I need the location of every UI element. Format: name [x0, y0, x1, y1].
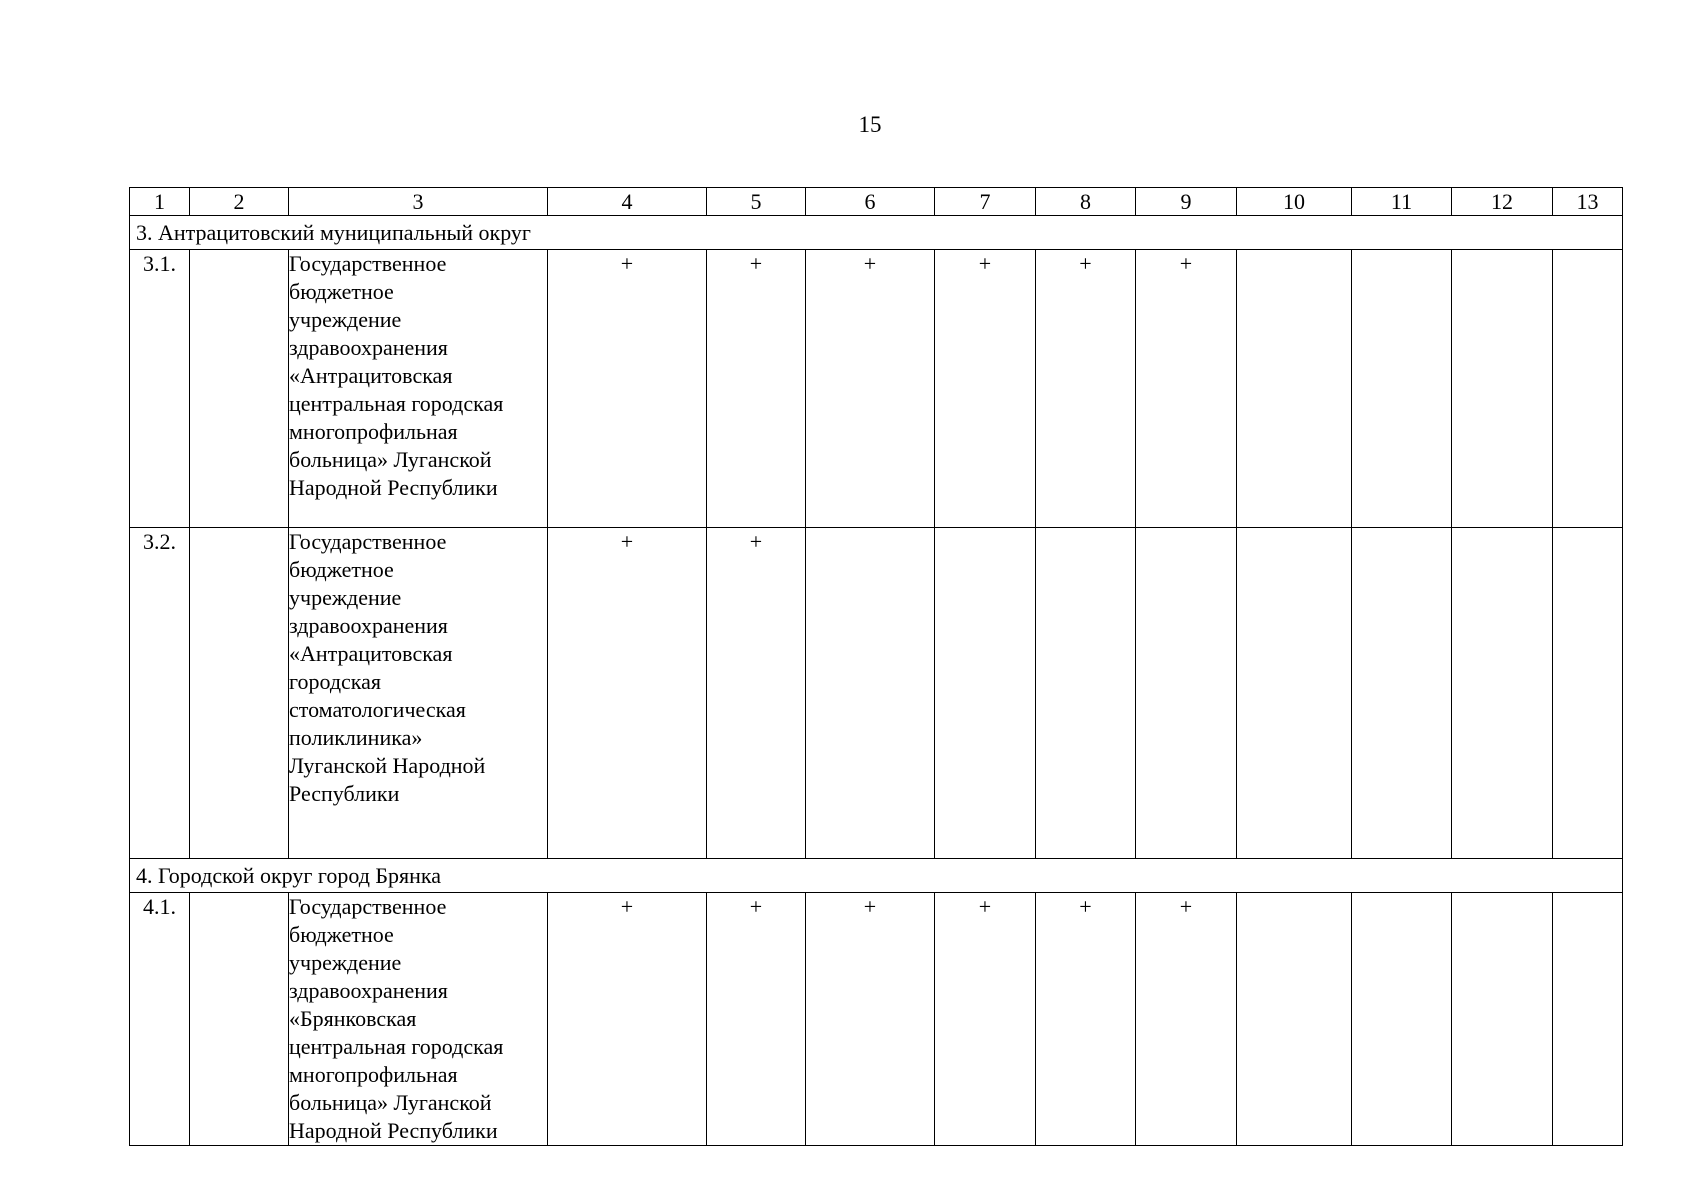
header-cell-7: 7: [935, 188, 1036, 216]
header-cell-6: 6: [806, 188, 935, 216]
header-cell-2: 2: [190, 188, 289, 216]
section-title: 4. Городской округ город Брянка: [130, 859, 1623, 893]
section-title: 3. Антрацитовский муниципальный округ: [130, 216, 1623, 250]
mark-cell: [1452, 250, 1553, 528]
institution-name: [289, 528, 548, 859]
mark-cell: [1553, 528, 1623, 859]
mark-cell: [1553, 893, 1623, 1146]
mark-cell: [1036, 528, 1136, 859]
header-row: [130, 188, 1623, 216]
header-cell-4: 4: [548, 188, 707, 216]
mark-cell: [1352, 250, 1452, 528]
institution-name-text: Государственное бюджетное учреждение здравоохранения «Антрацитовская центральная городская многопрофильная больница» Луганской Народной Республики: [289, 251, 504, 500]
header-cell-12: 12: [1452, 188, 1553, 216]
row-number: 3.1.: [130, 250, 190, 528]
institution-name: [289, 893, 548, 1146]
row-col2: [190, 528, 289, 859]
mark-cell: [1352, 528, 1452, 859]
header-cell-13: 13: [1553, 188, 1623, 216]
mark-cell: +: [806, 250, 935, 528]
data-table: [129, 187, 1623, 1146]
mark-cell: [1237, 250, 1352, 528]
mark-cell: +: [548, 250, 707, 528]
row-number: 3.2.: [130, 528, 190, 859]
mark-cell: +: [1036, 250, 1136, 528]
row-col2: [190, 893, 289, 1146]
header-cell-8: 8: [1036, 188, 1136, 216]
mark-cell: +: [806, 893, 935, 1146]
institution-name-text: Государственное бюджетное учреждение здравоохранения «Антрацитовская городская стоматологическая поликлиника» Луганской Народной Республики: [289, 529, 486, 806]
mark-cell: [935, 528, 1036, 859]
header-cell-9: 9: [1136, 188, 1237, 216]
table-row: [130, 528, 1623, 859]
mark-cell: +: [935, 893, 1036, 1146]
table-row: [130, 893, 1623, 1146]
mark-cell: [806, 528, 935, 859]
institution-name: [289, 250, 548, 528]
table-row: [130, 250, 1623, 528]
section-row: [130, 859, 1623, 893]
header-cell-10: 10: [1237, 188, 1352, 216]
mark-cell: +: [1136, 250, 1237, 528]
mark-cell: +: [707, 250, 806, 528]
mark-cell: +: [548, 893, 707, 1146]
header-cell-11: 11: [1352, 188, 1452, 216]
header-cell-3: 3: [289, 188, 548, 216]
mark-cell: +: [707, 893, 806, 1146]
mark-cell: +: [1036, 893, 1136, 1146]
institution-name-text: Государственное бюджетное учреждение здравоохранения «Брянковская центральная городская многопрофильная больница» Луганской Народной Республики: [289, 894, 504, 1143]
mark-cell: [1352, 893, 1452, 1146]
mark-cell: [1136, 528, 1237, 859]
row-col2: [190, 250, 289, 528]
mark-cell: +: [707, 528, 806, 859]
section-row: [130, 216, 1623, 250]
mark-cell: [1553, 250, 1623, 528]
mark-cell: [1452, 893, 1553, 1146]
mark-cell: [1452, 528, 1553, 859]
mark-cell: [1237, 528, 1352, 859]
mark-cell: +: [935, 250, 1036, 528]
mark-cell: +: [548, 528, 707, 859]
mark-cell: [1237, 893, 1352, 1146]
page-number: 15: [858, 112, 882, 137]
mark-cell: +: [1136, 893, 1237, 1146]
row-number: 4.1.: [130, 893, 190, 1146]
header-cell-5: 5: [707, 188, 806, 216]
header-cell-1: 1: [130, 188, 190, 216]
